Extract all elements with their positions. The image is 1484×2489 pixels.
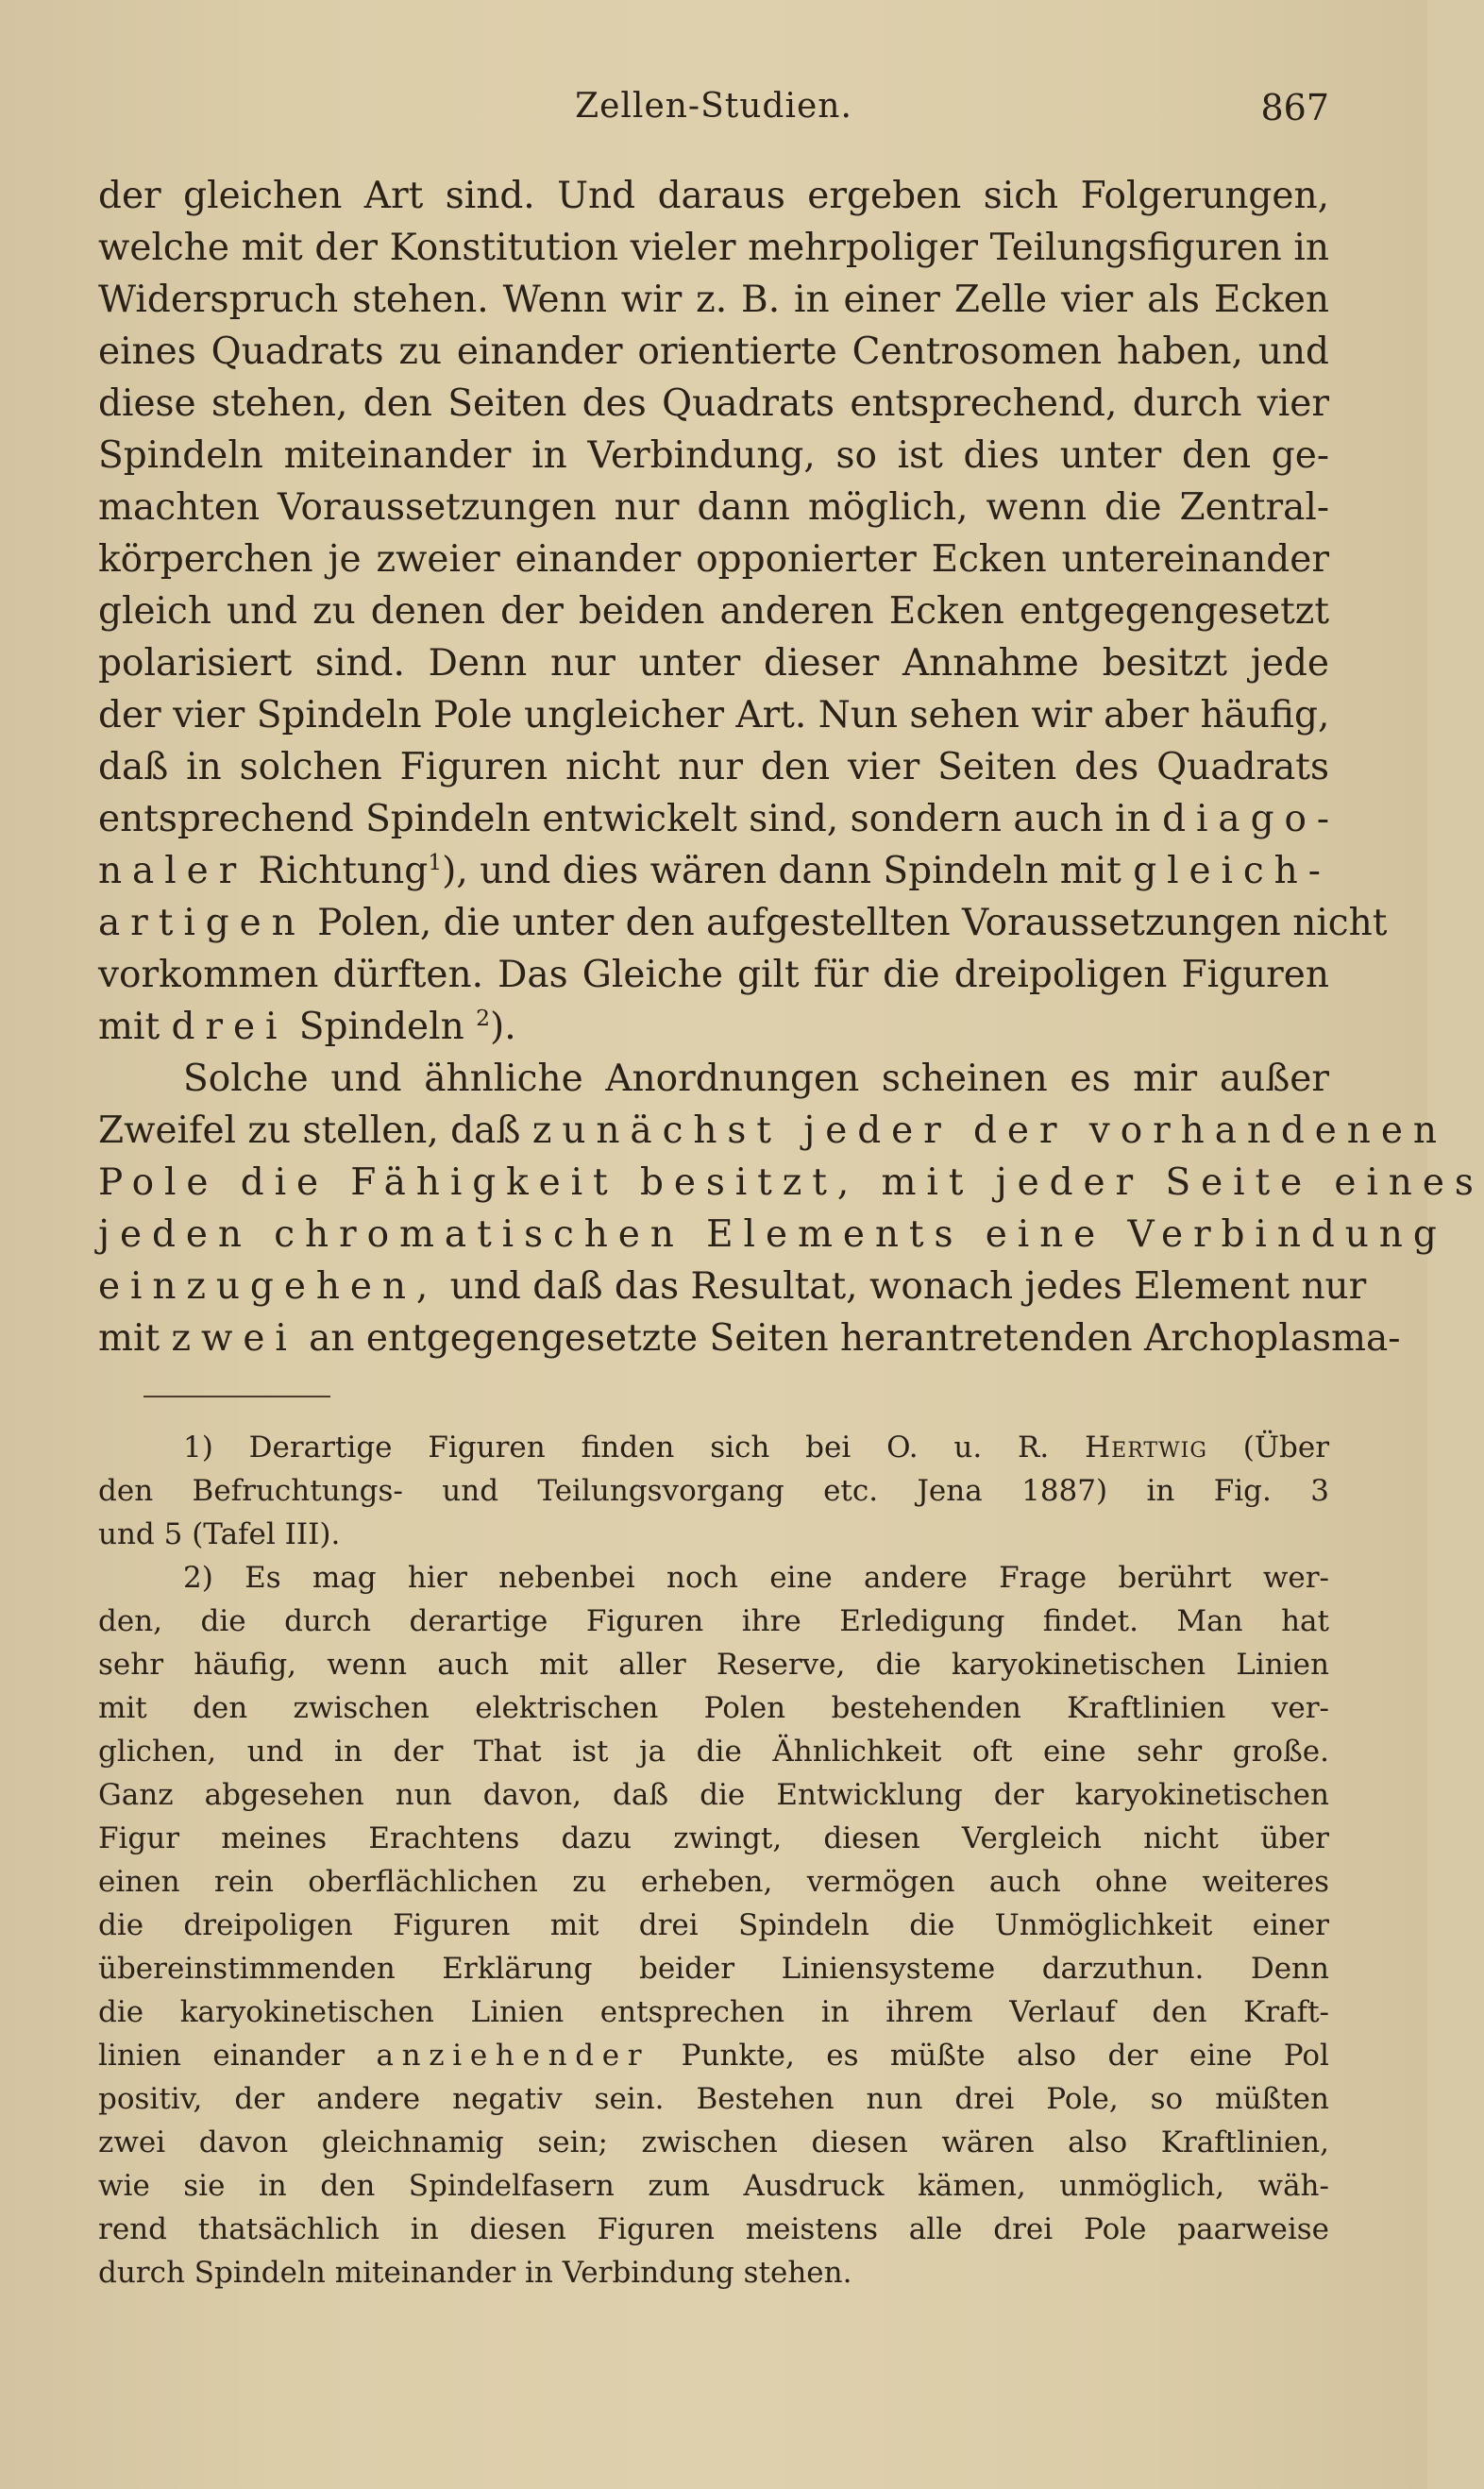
text-span: linien einander — [98, 2039, 346, 2073]
footnote-divider — [143, 1396, 330, 1397]
text-line: eines Quadrats zu einander orientierte Centrosomen haben, und — [98, 330, 1329, 373]
text-line: polarisiert sind. Denn nur unter dieser Annahme besitzt jede — [98, 642, 1329, 685]
footnote-line: wie sie in den Spindelfasern zum Ausdruck kämen, unmöglich, wäh- — [98, 2169, 1329, 2203]
text-line: der vier Spindeln Pole ungleicher Art. Nun sehen wir aber häufig, — [98, 694, 1330, 737]
footnote-line: positiv, der andere negativ sein. Bestehen nun drei Pole, so müßten — [98, 2082, 1329, 2116]
text-span: entsprechend Spindeln entwickelt sind, sondern auch in — [98, 798, 1151, 840]
running-title: Zellen-Studien. — [575, 87, 852, 126]
footnotes — [98, 1426, 1329, 2294]
text-span: mit — [98, 1006, 160, 1048]
text-line — [98, 1312, 1401, 1364]
text-span — [299, 1006, 516, 1048]
text-line — [98, 845, 1329, 897]
text-line: diese stehen, den Seiten des Quadrats entsprechend, durch vier — [98, 382, 1329, 425]
text-line — [98, 897, 1388, 949]
text-span: Zweifel zu stellen, daß — [98, 1109, 521, 1152]
text-span: Polen, die unter den aufgestellten Voraussetzungen nicht — [317, 902, 1388, 944]
footnote-line: Ganz abgesehen nun davon, daß die Entwicklung der karyokinetischen — [98, 1778, 1329, 1812]
emphasis-spaced: zwei — [171, 1317, 297, 1360]
text-span: (Über — [1242, 1431, 1330, 1465]
text-span: Spindeln — [298, 1006, 464, 1048]
footnote-line: die karyokinetischen Linien entsprechen in ihrem Verlauf den Kraft- — [98, 1995, 1329, 2029]
footnote-line: rend thatsächlich in diesen Figuren meistens alle drei Pole paarweise — [98, 2212, 1329, 2246]
author-name: Hertwig — [1085, 1431, 1207, 1465]
text-line — [98, 1001, 1329, 1053]
text-line: welche mit der Konstitution vieler mehrpoliger Teilungsfiguren in — [98, 227, 1329, 269]
text-line — [98, 793, 1340, 845]
emphasis-spaced: einzugehen, — [98, 1265, 439, 1308]
footnote-line: Figur meines Erachtens dazu zwingt, diesen Vergleich nicht über — [98, 1821, 1329, 1855]
emphasis-spaced: diago- — [1162, 798, 1340, 840]
footnote-marker: 2 — [476, 1005, 491, 1031]
footnote-marker: 1 — [428, 849, 443, 875]
footnote-line: zwei davon gleichnamig sein; zwischen diesen wären also Kraftlinien, — [98, 2125, 1329, 2159]
text-span: mit — [98, 1317, 160, 1360]
footnote-line: den, die durch derartige Figuren ihre Erledigung findet. Man hat — [98, 1604, 1329, 1638]
footnote-line: und 5 (Tafel III). — [98, 1517, 341, 1551]
text-line: Spindeln miteinander in Verbindung, so ist dies unter den ge- — [98, 434, 1329, 477]
footnote-line: sehr häufig, wenn auch mit aller Reserve, die karyokinetischen Linien — [98, 1648, 1329, 1682]
emphasis-spaced: drei — [171, 1006, 288, 1048]
text-line: gleich und zu denen der beiden anderen Ecken entgegengesetzt — [98, 590, 1329, 633]
text-line: jeden chromatischen Elements eine Verbindung — [98, 1213, 1447, 1256]
footnote-line: mit den zwischen elektrischen Polen bestehenden Kraftlinien ver- — [98, 1691, 1329, 1725]
page-number: 867 — [1260, 87, 1329, 128]
text-line: Widerspruch stehen. Wenn wir z. B. in einer Zelle vier als Ecken — [98, 279, 1329, 321]
footnote-line: 2) Es mag hier nebenbei noch eine andere Frage berührt wer- — [183, 1561, 1329, 1595]
text-line: daß in solchen Figuren nicht nur den vier Seiten des Quadrats — [98, 746, 1329, 788]
text-span: Richtung — [258, 850, 429, 892]
footnote-line — [98, 1426, 1329, 1469]
footnote-line: die dreipoligen Figuren mit drei Spindeln die Unmöglichkeit einer — [98, 1908, 1329, 1942]
text-span: ). — [490, 1006, 516, 1048]
text-line — [98, 1261, 1367, 1312]
text-span: 1) Derartige Figuren finden sich bei O. u. R. — [183, 1431, 1050, 1465]
text-span: ), und dies wären dann Spindeln mit — [442, 850, 1121, 892]
footnote-line: durch Spindeln miteinander in Verbindung stehen. — [98, 2256, 852, 2290]
emphasis-spaced: zunächst jeder der vorhandenen — [531, 1109, 1447, 1152]
text-span — [259, 850, 1121, 892]
text-line: Solche und ähnliche Anordnungen scheinen es mir außer — [183, 1058, 1329, 1100]
text-span: und daß das Resultat, wonach jedes Element nur — [449, 1265, 1367, 1308]
text-line: körperchen je zweier einander opponierter Ecken untereinander — [98, 538, 1329, 581]
emphasis-spaced: naler — [98, 850, 247, 892]
text-line: machten Voraussetzungen nur dann möglich, wenn die Zentral- — [98, 486, 1329, 529]
main-text — [98, 170, 1484, 1364]
running-head — [98, 87, 1329, 132]
emphasis-spaced: artigen — [98, 902, 306, 944]
text-line: Pole die Fähigkeit besitzt, mit jeder Seite eines — [98, 1161, 1484, 1204]
text-line: vorkommen dürften. Das Gleiche gilt für die dreipoligen Figuren — [98, 954, 1329, 996]
text-line: der gleichen Art sind. Und daraus ergeben sich Folgerungen, — [98, 175, 1329, 217]
text-span: Punkte, es müßte also der eine Pol — [681, 2039, 1329, 2073]
footnote-line: einen rein oberflächlichen zu erheben, vermögen auch ohne weiteres — [98, 1865, 1329, 1899]
footnote-line — [98, 2034, 1329, 2077]
emphasis-spaced: anziehender — [376, 2039, 650, 2073]
emphasis-spaced: gleich- — [1133, 850, 1331, 892]
text-line — [98, 1105, 1447, 1157]
footnote-line: glichen, und in der That ist ja die Ähnlichkeit oft eine sehr große. — [98, 1735, 1329, 1769]
footnote-line: übereinstimmenden Erklärung beider Liniensysteme darzuthun. Denn — [98, 1952, 1329, 1986]
text-span: an entgegengesetzte Seiten herantretenden Archoplasma- — [309, 1317, 1401, 1360]
footnote-line: den Befruchtungs- und Teilungsvorgang etc. Jena 1887) in Fig. 3 — [98, 1474, 1329, 1508]
